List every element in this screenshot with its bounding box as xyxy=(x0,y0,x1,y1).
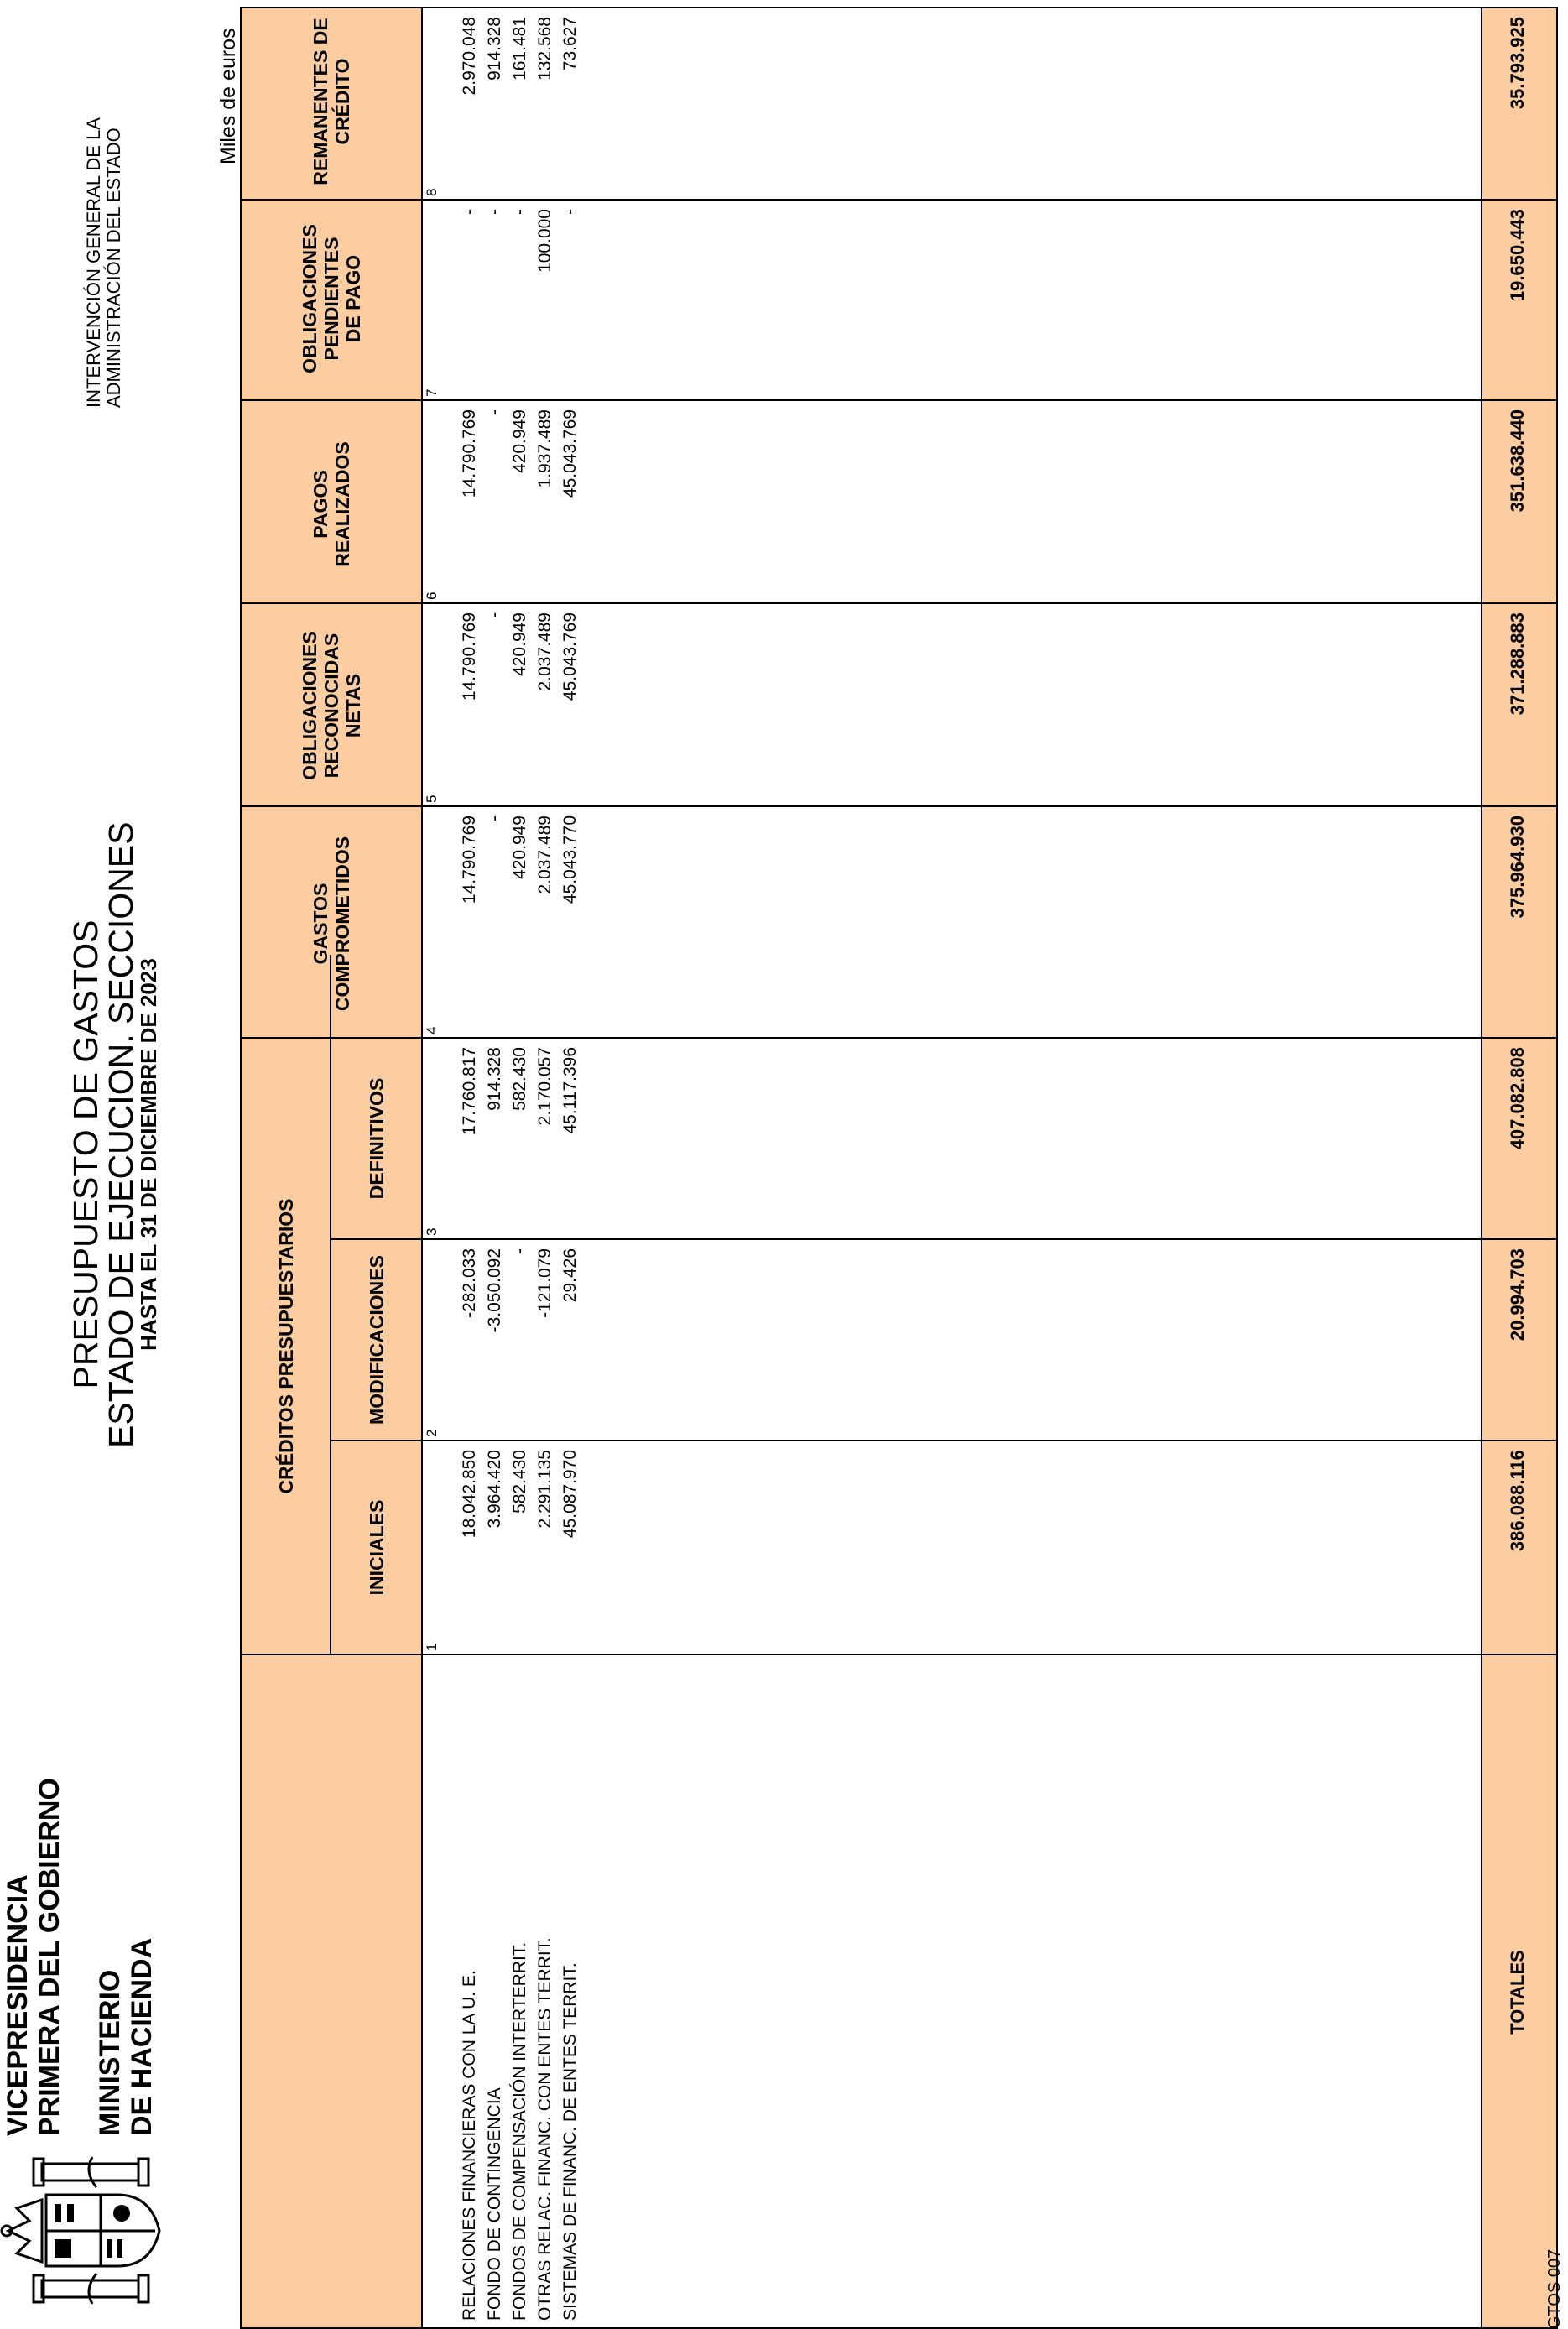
table-cell: 420.949 xyxy=(510,409,529,473)
table-cell: 2.970.048 xyxy=(460,17,479,96)
ministry2-heading xyxy=(94,1817,158,2136)
col-number: 2 xyxy=(424,1429,440,1437)
table-cell: 420.949 xyxy=(510,612,529,676)
col-header-pagos-realizados: PAGOS REALIZADOS xyxy=(310,441,353,567)
igae-line-1: INTERVENCIÓN GENERAL DE LA xyxy=(83,117,104,408)
table-cell: 914.328 xyxy=(485,17,504,81)
col-number: 5 xyxy=(424,795,440,803)
total-cell: 371.288.883 xyxy=(1507,612,1528,716)
table-cell: 2.170.057 xyxy=(535,1047,555,1126)
ministry2-line-1: MINISTERIO xyxy=(94,1969,126,2136)
table-cell: -282.033 xyxy=(460,1248,479,1318)
col-number: 4 xyxy=(424,1026,440,1034)
total-cell: 35.793.925 xyxy=(1507,17,1528,110)
table-cell: 45.043.770 xyxy=(560,815,580,904)
table-cell: - xyxy=(485,815,504,821)
table-cell: -3.050.092 xyxy=(485,1248,504,1333)
total-cell: 351.638.440 xyxy=(1507,409,1528,513)
col-header-obligaciones-reconocidas: OBLIGACIONES RECONOCIDAS NETAS xyxy=(299,631,364,780)
table-cell: 45.087.970 xyxy=(560,1450,580,1539)
table-cell: 2.291.135 xyxy=(535,1450,555,1529)
table-row-label: OTRAS RELAC. FINANC. CON ENTES TERRIT. xyxy=(535,1936,555,2321)
page-subtitle: ESTADO DE EJECUCION. SECCIONES xyxy=(102,821,140,1448)
col-header-remanentes: REMANENTES DE CRÉDITO xyxy=(310,18,353,185)
table-cell: 29.426 xyxy=(560,1248,580,1303)
coat-of-arms-icon xyxy=(0,2149,176,2312)
table-cell: - xyxy=(485,612,504,618)
ministry-line-1: VICEPRESIDENCIA xyxy=(2,1874,34,2136)
table-cell: 161.481 xyxy=(510,17,529,81)
table-cell: 100.000 xyxy=(535,209,555,273)
table-cell: 45.043.769 xyxy=(560,612,580,701)
ministry-line-2: PRIMERA DEL GOBIERNO xyxy=(34,1778,65,2136)
table-cell: 2.037.489 xyxy=(535,815,555,894)
col-header-definitivos: DEFINITIVOS xyxy=(365,1077,388,1200)
date-range: HASTA EL 31 DE DICIEMBRE DE 2023 xyxy=(136,958,161,1351)
table-cell: 14.790.769 xyxy=(460,612,479,701)
totals-label: TOTALES xyxy=(1507,1950,1528,2035)
table-cell: 45.043.769 xyxy=(560,409,580,498)
table-cell: - xyxy=(510,209,529,215)
table-cell: - xyxy=(510,1248,529,1254)
group-header-creditos: CRÉDITOS PRESUPUESTARIOS xyxy=(274,1198,297,1494)
col-header-modificaciones: MODIFICACIONES xyxy=(365,1255,388,1425)
table-cell: 18.042.850 xyxy=(460,1450,479,1539)
table-cell: 45.117.396 xyxy=(560,1047,580,1134)
table-row-label: RELACIONES FINANCIERAS CON LA U. E. xyxy=(460,1970,479,2321)
col-number: 7 xyxy=(424,388,440,397)
ministry2-line-2: DE HACIENDA xyxy=(126,1937,158,2136)
col-number: 3 xyxy=(424,1227,440,1236)
table-cell: 420.949 xyxy=(510,815,529,879)
table-cell: - xyxy=(560,209,580,215)
table-cell: 582.430 xyxy=(510,1047,529,1111)
igae-heading xyxy=(83,117,124,408)
table-cell: 14.790.769 xyxy=(460,409,479,498)
col-number: 8 xyxy=(424,188,440,196)
table-cell: -121.079 xyxy=(535,1248,555,1318)
col-header-obligaciones-pendientes: OBLIGACIONES PENDIENTES DE PAGO xyxy=(299,224,364,373)
table-cell: 582.430 xyxy=(510,1450,529,1514)
table-row-label: SISTEMAS DE FINANC. DE ENTES TERRIT. xyxy=(560,1962,580,2321)
total-cell: 407.082.808 xyxy=(1507,1047,1528,1150)
table-cell: 3.964.420 xyxy=(485,1450,504,1529)
table-cell: 2.037.489 xyxy=(535,612,555,691)
units-label: Miles de euros xyxy=(216,28,240,164)
table-cell: - xyxy=(485,409,504,415)
footer-code: GTOS 007 xyxy=(1545,2248,1564,2329)
igae-line-2: ADMINISTRACIÓN DEL ESTADO xyxy=(103,128,124,408)
table-cell: - xyxy=(460,209,479,215)
col-number: 1 xyxy=(424,1643,440,1651)
page-title: PRESUPUESTO DE GASTOS xyxy=(66,920,105,1389)
table-cell: 914.328 xyxy=(485,1047,504,1111)
table-cell: 73.627 xyxy=(560,17,580,71)
table-cell: 132.568 xyxy=(535,17,555,81)
table-row-label: FONDOS DE COMPENSACIÓN INTERTERRIT. xyxy=(510,1941,529,2321)
table-cell: - xyxy=(485,209,504,215)
col-number: 6 xyxy=(424,591,440,600)
table-row-label: FONDO DE CONTINGENCIA xyxy=(485,2087,504,2321)
total-cell: 386.088.116 xyxy=(1507,1450,1528,1552)
total-cell: 375.964.930 xyxy=(1507,815,1528,919)
total-cell: 20.994.703 xyxy=(1507,1248,1528,1342)
total-cell: 19.650.443 xyxy=(1507,209,1528,302)
table-cell: 1.937.489 xyxy=(535,409,555,488)
ministry-heading xyxy=(2,1778,65,2136)
table-cell: 14.790.769 xyxy=(460,815,479,904)
col-header-iniciales: INICIALES xyxy=(365,1499,388,1596)
col-header-gastos-comprometidos: GASTOS COMPROMETIDOS xyxy=(310,836,353,1012)
table-cell: 17.760.817 xyxy=(460,1047,479,1136)
